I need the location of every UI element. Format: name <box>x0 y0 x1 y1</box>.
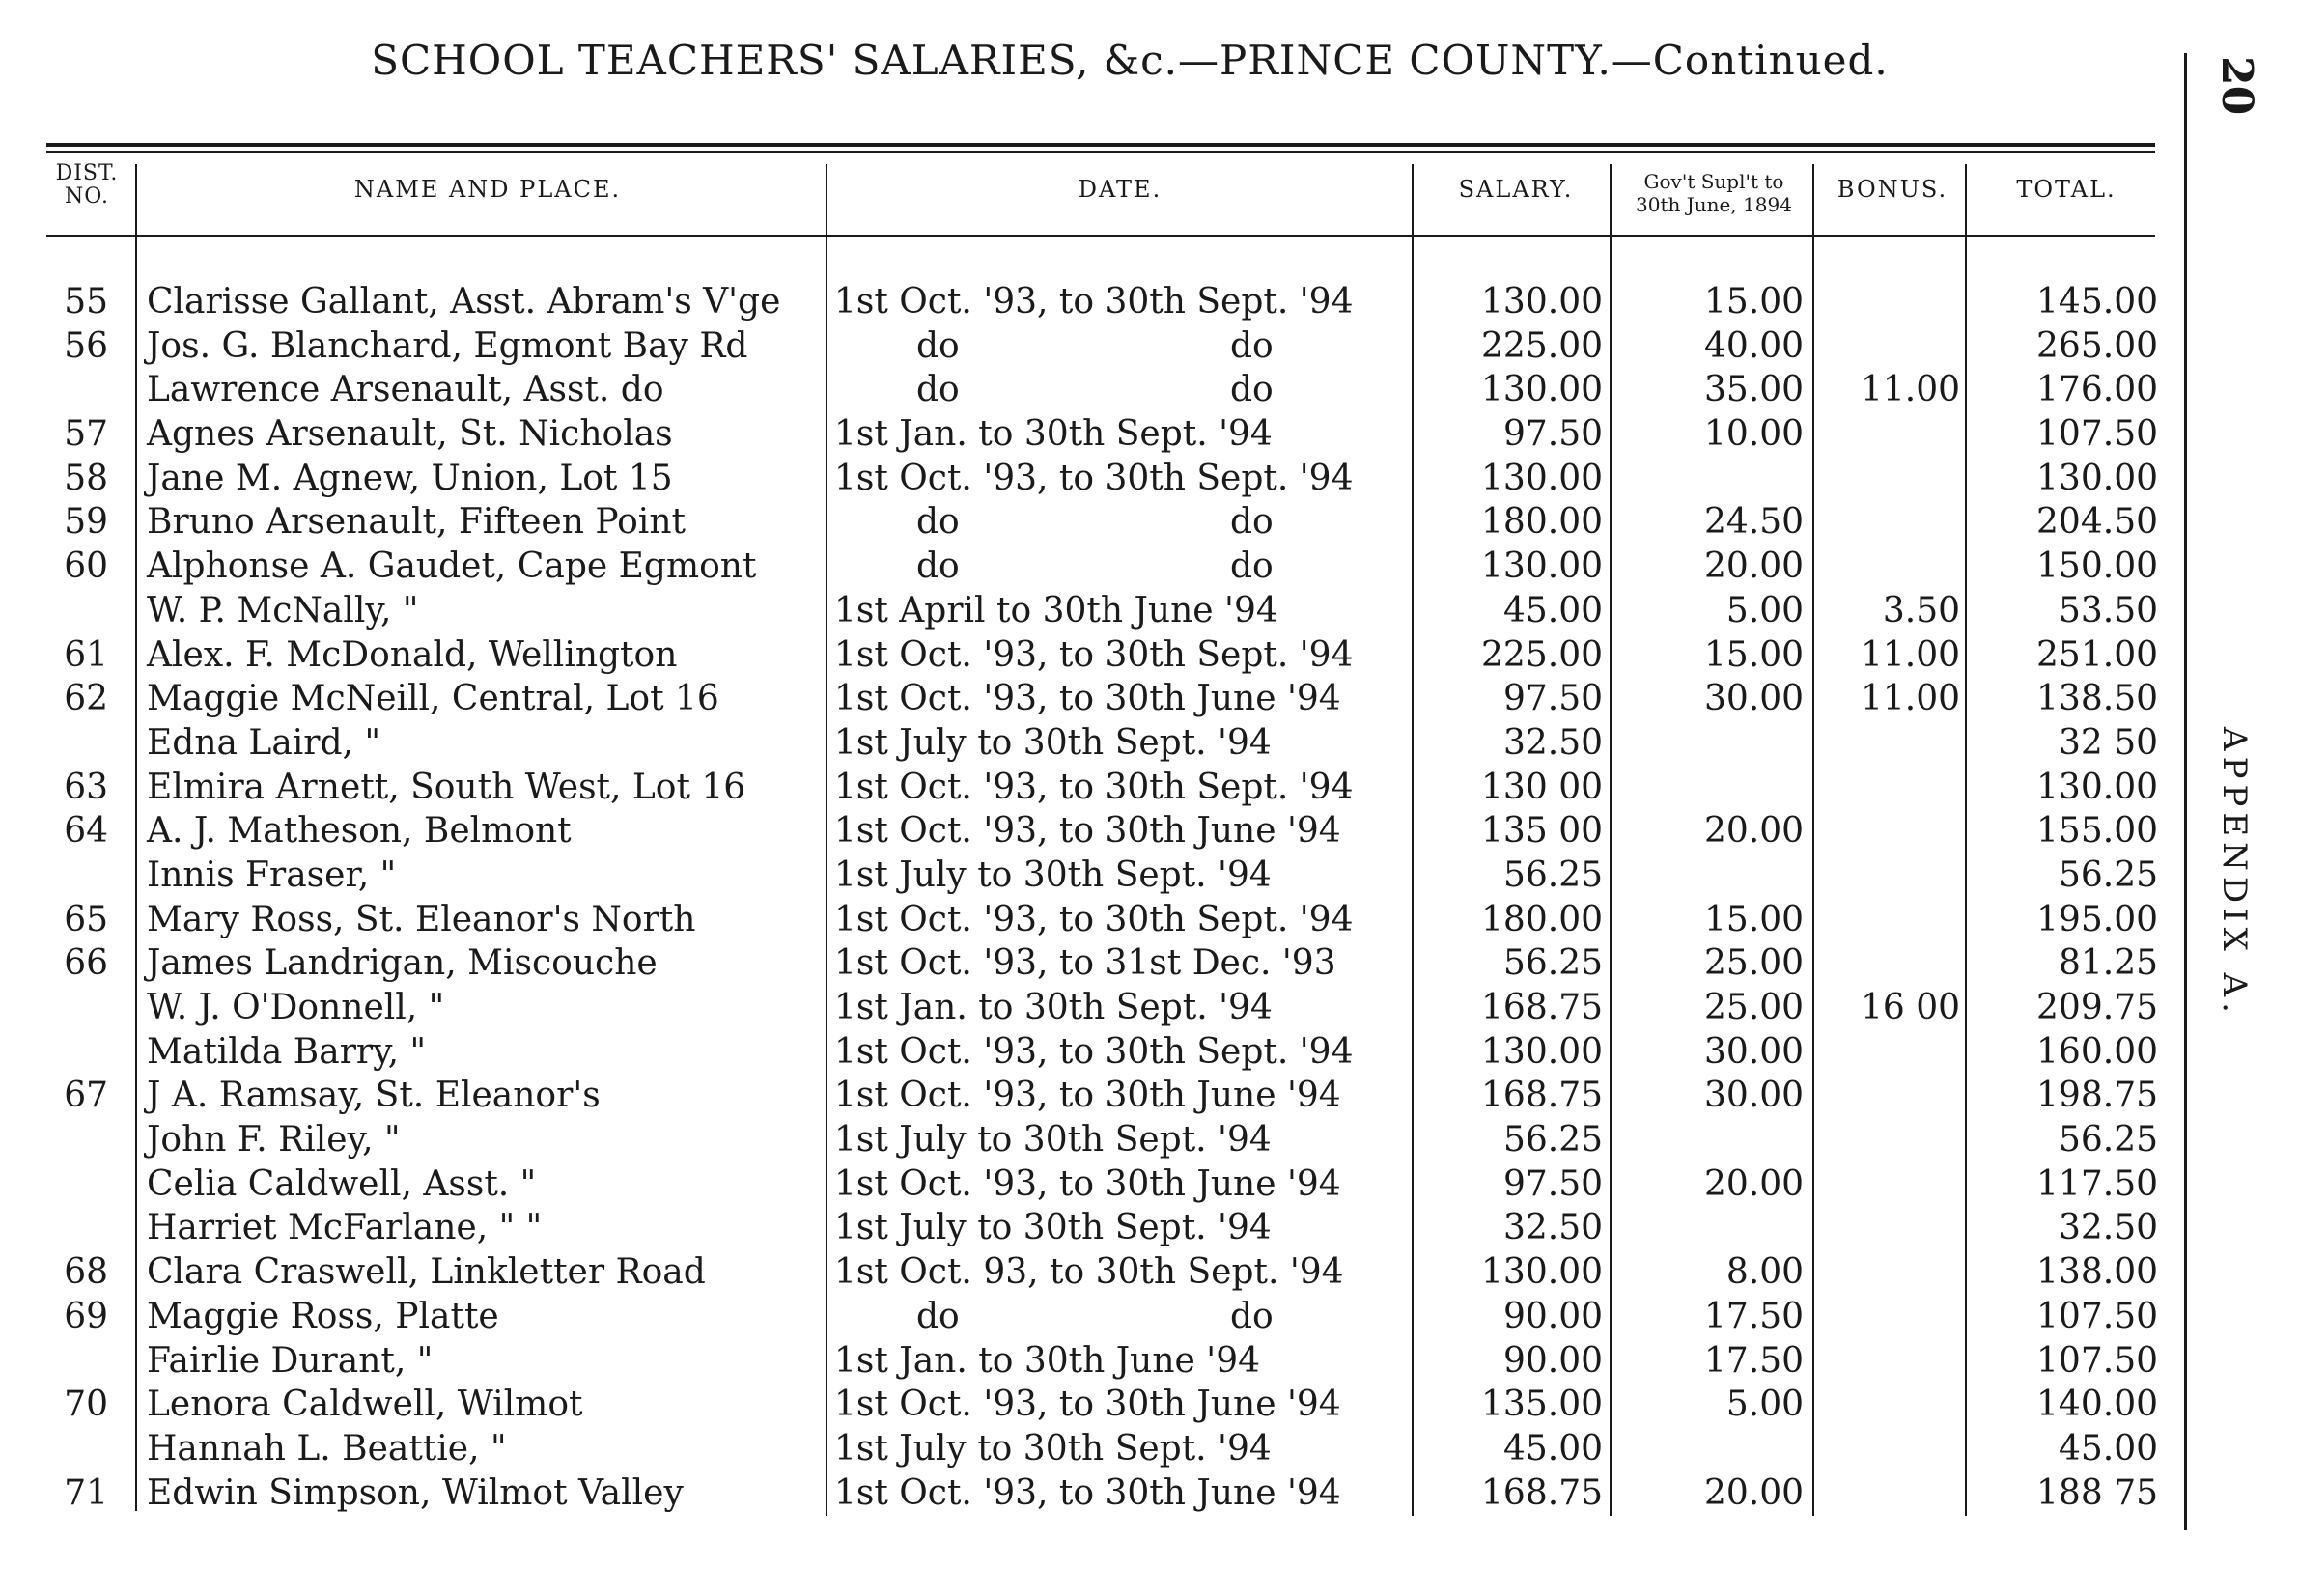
name-place-cell: Edwin Simpson, Wilmot Valley <box>147 1472 684 1513</box>
salary-cell: 135 00 <box>1481 811 1603 852</box>
table-row <box>0 986 2299 1030</box>
name-place-cell: Lenora Caldwell, Wilmot <box>147 1385 583 1425</box>
page-number: 20 <box>2212 56 2261 116</box>
name-place-cell: W. P. McNally, " <box>147 590 419 630</box>
bonus-cell: 11.00 <box>1860 679 1960 719</box>
salary-cell: 56.25 <box>1502 1120 1603 1161</box>
salary-cell: 97.50 <box>1502 414 1603 455</box>
table-row <box>0 457 2299 501</box>
date-cell: 1st Oct. '93, to 30th Sept. '94 <box>834 1031 1354 1072</box>
total-cell: 198.75 <box>2036 1076 2158 1116</box>
dist-no-cell: 70 <box>64 1385 108 1425</box>
name-place-cell: Celia Caldwell, Asst. " <box>147 1163 537 1204</box>
salary-cell: 97.50 <box>1502 1163 1603 1204</box>
name-place-cell: J A. Ramsay, St. Eleanor's <box>147 1076 601 1116</box>
dist-no-cell: 60 <box>64 546 108 587</box>
gov-supplement-cell: 17.50 <box>1703 1296 1804 1336</box>
gov-supplement-cell: 30.00 <box>1703 1031 1804 1072</box>
gov-supplement-cell: 5.00 <box>1725 1385 1804 1425</box>
table-row <box>0 368 2299 412</box>
gov-supplement-cell: 30.00 <box>1703 1076 1804 1116</box>
date-ditto-from: do <box>916 502 960 543</box>
salary-cell: 97.50 <box>1502 679 1603 719</box>
salary-cell: 168.75 <box>1481 1076 1603 1116</box>
salary-cell: 130.00 <box>1481 546 1603 587</box>
gov-supplement-cell: 15.00 <box>1703 899 1804 939</box>
date-cell: 1st Oct. '93, to 30th Sept. '94 <box>834 282 1354 322</box>
table-row <box>0 941 2299 986</box>
table-row <box>0 1383 2299 1427</box>
salary-cell: 168.75 <box>1481 1472 1603 1513</box>
total-cell: 188 75 <box>2036 1472 2158 1513</box>
dist-no-cell: 55 <box>64 282 108 322</box>
table-row <box>0 500 2299 545</box>
table-row <box>0 324 2299 369</box>
table-row <box>0 1250 2299 1295</box>
salary-cell: 90.00 <box>1502 1296 1603 1336</box>
table-row <box>0 677 2299 721</box>
date-ditto-from: do <box>916 325 960 366</box>
salary-cell: 56.25 <box>1502 943 1603 984</box>
date-cell: 1st Oct. '93, to 30th June '94 <box>834 679 1341 719</box>
name-place-cell: Edna Laird, " <box>147 722 380 763</box>
salary-cell: 225.00 <box>1481 634 1603 675</box>
date-cell: 1st Oct. '93, to 30th Sept. '94 <box>834 634 1354 675</box>
dist-no-cell: 68 <box>64 1252 108 1293</box>
name-place-cell: Clarisse Gallant, Asst. Abram's V'ge <box>147 282 781 322</box>
dist-no-cell: 65 <box>64 899 108 939</box>
name-place-cell: Lawrence Arsenault, Asst. do <box>147 370 664 410</box>
name-place-cell: James Landrigan, Miscouche <box>147 943 658 984</box>
bonus-cell: 16 00 <box>1860 988 1960 1027</box>
table-row <box>0 1030 2299 1075</box>
name-place-cell: Bruno Arsenault, Fifteen Point <box>147 502 686 543</box>
date-cell: 1st Oct. 93, to 30th Sept. '94 <box>834 1252 1344 1293</box>
salary-cell: 56.25 <box>1502 854 1603 895</box>
top-rule-thin <box>46 151 2155 153</box>
date-ditto-from: do <box>916 370 960 410</box>
dist-no-cell: 56 <box>64 325 108 366</box>
date-cell: 1st Oct. '93, to 30th Sept. '94 <box>834 899 1354 939</box>
table-row <box>0 809 2299 854</box>
table-row <box>0 1427 2299 1471</box>
gov-supplement-cell: 20.00 <box>1703 811 1804 852</box>
table-row <box>0 1118 2299 1162</box>
header-dist-line2: NO. <box>65 184 109 209</box>
gov-supplement-cell: 15.00 <box>1703 282 1804 322</box>
name-place-cell: Fairlie Durant, " <box>147 1340 434 1381</box>
header-total: TOTAL. <box>2016 176 2117 203</box>
dist-no-cell: 69 <box>64 1296 108 1336</box>
date-ditto-to: do <box>1230 546 1274 587</box>
table-row <box>0 633 2299 678</box>
dist-no-cell: 62 <box>64 679 108 719</box>
gov-supplement-cell: 40.00 <box>1703 325 1804 366</box>
header-gov-line2: 30th June, 1894 <box>1636 193 1792 216</box>
date-ditto-to: do <box>1230 502 1274 543</box>
date-cell: 1st July to 30th Sept. '94 <box>834 1208 1272 1248</box>
salary-cell: 130.00 <box>1481 282 1603 322</box>
table-row <box>0 545 2299 589</box>
date-cell: 1st Oct. '93, to 30th June '94 <box>834 1076 1341 1116</box>
salary-cell: 130 00 <box>1481 767 1603 807</box>
total-cell: 138.00 <box>2036 1252 2158 1293</box>
salary-cell: 168.75 <box>1481 988 1603 1027</box>
total-cell: 140.00 <box>2036 1385 2158 1425</box>
salary-cell: 45.00 <box>1502 590 1603 630</box>
salary-cell: 32.50 <box>1502 1208 1603 1248</box>
total-cell: 251.00 <box>2036 634 2158 675</box>
bonus-cell: 11.00 <box>1860 634 1960 675</box>
date-cell: 1st Oct. '93, to 30th Sept. '94 <box>834 458 1354 498</box>
salary-cell: 130.00 <box>1481 458 1603 498</box>
date-ditto-to: do <box>1230 325 1274 366</box>
header-bonus: BONUS. <box>1836 176 1949 203</box>
date-ditto-from: do <box>916 1296 960 1336</box>
dist-no-cell: 59 <box>64 502 108 543</box>
gov-supplement-cell: 30.00 <box>1703 679 1804 719</box>
salary-cell: 180.00 <box>1481 502 1603 543</box>
name-place-cell: Harriet McFarlane, " " <box>147 1208 543 1248</box>
date-cell: 1st Oct. '93, to 30th June '94 <box>834 811 1341 852</box>
gov-supplement-cell: 35.00 <box>1703 370 1804 410</box>
salary-cell: 130.00 <box>1481 370 1603 410</box>
date-cell: 1st July to 30th Sept. '94 <box>834 1120 1272 1161</box>
gov-supplement-cell: 8.00 <box>1725 1252 1804 1293</box>
name-place-cell: Innis Fraser, " <box>147 854 397 895</box>
name-place-cell: Elmira Arnett, South West, Lot 16 <box>147 767 746 807</box>
dist-no-cell: 66 <box>64 943 108 984</box>
name-place-cell: Hannah L. Beattie, " <box>147 1428 507 1469</box>
table-row <box>0 280 2299 324</box>
total-cell: 155.00 <box>2036 811 2158 852</box>
gov-supplement-cell: 25.00 <box>1703 988 1804 1027</box>
salary-cell: 180.00 <box>1481 899 1603 939</box>
salary-table-body <box>0 280 2299 1515</box>
dist-no-cell: 67 <box>64 1076 108 1116</box>
total-cell: 32 50 <box>2058 722 2158 763</box>
date-ditto-from: do <box>916 546 960 587</box>
total-cell: 130.00 <box>2036 458 2158 498</box>
date-cell: 1st Oct. '93, to 30th June '94 <box>834 1385 1341 1425</box>
total-cell: 45.00 <box>2058 1428 2158 1469</box>
salary-cell: 225.00 <box>1481 325 1603 366</box>
dist-no-cell: 57 <box>64 414 108 455</box>
salary-cell: 45.00 <box>1502 1428 1603 1469</box>
gov-supplement-cell: 20.00 <box>1703 1163 1804 1204</box>
date-cell: 1st Oct. '93, to 30th June '94 <box>834 1472 1341 1513</box>
total-cell: 209.75 <box>2036 988 2158 1027</box>
name-place-cell: W. J. O'Donnell, " <box>147 988 445 1027</box>
table-row <box>0 1074 2299 1118</box>
name-place-cell: Alphonse A. Gaudet, Cape Egmont <box>147 546 757 587</box>
gov-supplement-cell: 5.00 <box>1725 590 1804 630</box>
gov-supplement-cell: 25.00 <box>1703 943 1804 984</box>
date-ditto-to: do <box>1230 370 1274 410</box>
name-place-cell: Jane M. Agnew, Union, Lot 15 <box>147 458 673 498</box>
top-rule-thick <box>46 143 2155 147</box>
total-cell: 145.00 <box>2036 282 2158 322</box>
table-row <box>0 766 2299 810</box>
gov-supplement-cell: 10.00 <box>1703 414 1804 455</box>
table-row <box>0 1339 2299 1384</box>
dist-no-cell: 58 <box>64 458 108 498</box>
salary-cell: 90.00 <box>1502 1340 1603 1381</box>
header-rule <box>46 235 2155 237</box>
table-row <box>0 589 2299 633</box>
total-cell: 150.00 <box>2036 546 2158 587</box>
date-cell: 1st July to 30th Sept. '94 <box>834 722 1272 763</box>
table-row <box>0 898 2299 942</box>
total-cell: 195.00 <box>2036 899 2158 939</box>
header-name-place: NAME AND PLACE. <box>353 176 622 203</box>
name-place-cell: Maggie McNeill, Central, Lot 16 <box>147 679 719 719</box>
table-row <box>0 1295 2299 1339</box>
gov-supplement-cell: 20.00 <box>1703 546 1804 587</box>
total-cell: 265.00 <box>2036 325 2158 366</box>
total-cell: 32.50 <box>2058 1208 2158 1248</box>
table-row <box>0 1471 2299 1516</box>
gov-supplement-cell: 15.00 <box>1703 634 1804 675</box>
total-cell: 107.50 <box>2036 1340 2158 1381</box>
date-cell: 1st Oct. '93, to 31st Dec. '93 <box>834 943 1336 984</box>
total-cell: 138.50 <box>2036 679 2158 719</box>
date-cell: 1st Oct. '93, to 30th June '94 <box>834 1163 1341 1204</box>
table-row <box>0 1206 2299 1250</box>
name-place-cell: Jos. G. Blanchard, Egmont Bay Rd <box>147 325 748 366</box>
table-row <box>0 721 2299 766</box>
date-cell: 1st April to 30th June '94 <box>834 590 1278 630</box>
header-date: DATE. <box>1078 176 1163 203</box>
gov-supplement-cell: 17.50 <box>1703 1340 1804 1381</box>
gov-supplement-cell: 20.00 <box>1703 1472 1804 1513</box>
name-place-cell: Alex. F. McDonald, Wellington <box>147 634 678 675</box>
total-cell: 107.50 <box>2036 414 2158 455</box>
name-place-cell: Maggie Ross, Platte <box>147 1296 499 1336</box>
gov-supplement-cell: 24.50 <box>1703 502 1804 543</box>
bonus-cell: 3.50 <box>1882 590 1960 630</box>
dist-no-cell: 61 <box>64 634 108 675</box>
header-dist-line1: DIST. <box>55 161 119 185</box>
name-place-cell: Mary Ross, St. Eleanor's North <box>147 899 696 939</box>
salary-cell: 130.00 <box>1481 1252 1603 1293</box>
total-cell: 130.00 <box>2036 767 2158 807</box>
page-title: SCHOOL TEACHERS' SALARIES, &c.—PRINCE COUNTY.—Continued. <box>371 37 1889 84</box>
date-cell: 1st Oct. '93, to 30th Sept. '94 <box>834 767 1354 807</box>
table-row <box>0 412 2299 457</box>
header-gov-line1: Gov't Supl't to <box>1643 170 1784 193</box>
date-cell: 1st Jan. to 30th Sept. '94 <box>834 414 1273 455</box>
date-cell: 1st Jan. to 30th June '94 <box>834 1340 1260 1381</box>
date-cell: 1st Jan. to 30th Sept. '94 <box>834 988 1273 1027</box>
total-cell: 117.50 <box>2036 1163 2158 1204</box>
total-cell: 56.25 <box>2058 1120 2158 1161</box>
table-row <box>0 854 2299 898</box>
name-place-cell: Matilda Barry, " <box>147 1031 427 1072</box>
total-cell: 53.50 <box>2058 590 2158 630</box>
dist-no-cell: 64 <box>64 811 108 852</box>
total-cell: 176.00 <box>2036 370 2158 410</box>
total-cell: 56.25 <box>2058 854 2158 895</box>
date-cell: 1st July to 30th Sept. '94 <box>834 1428 1272 1469</box>
salary-cell: 130.00 <box>1481 1031 1603 1072</box>
date-cell: 1st July to 30th Sept. '94 <box>834 854 1272 895</box>
header-dist-no <box>39 162 135 209</box>
salary-cell: 135.00 <box>1481 1385 1603 1425</box>
name-place-cell: John F. Riley, " <box>147 1120 401 1161</box>
appendix-label: APPENDIX A. <box>2215 727 2254 1019</box>
date-ditto-to: do <box>1230 1296 1274 1336</box>
bonus-cell: 11.00 <box>1860 370 1960 410</box>
name-place-cell: Agnes Arsenault, St. Nicholas <box>147 414 673 455</box>
total-cell: 107.50 <box>2036 1296 2158 1336</box>
salary-cell: 32.50 <box>1502 722 1603 763</box>
header-salary: SALARY. <box>1458 176 1574 203</box>
total-cell: 204.50 <box>2036 502 2158 543</box>
dist-no-cell: 63 <box>64 767 108 807</box>
table-row <box>0 1162 2299 1207</box>
name-place-cell: A. J. Matheson, Belmont <box>147 811 572 852</box>
total-cell: 81.25 <box>2058 943 2158 984</box>
header-gov-supplement <box>1612 170 1815 216</box>
total-cell: 160.00 <box>2036 1031 2158 1072</box>
name-place-cell: Clara Craswell, Linkletter Road <box>147 1252 706 1293</box>
dist-no-cell: 71 <box>64 1472 108 1513</box>
